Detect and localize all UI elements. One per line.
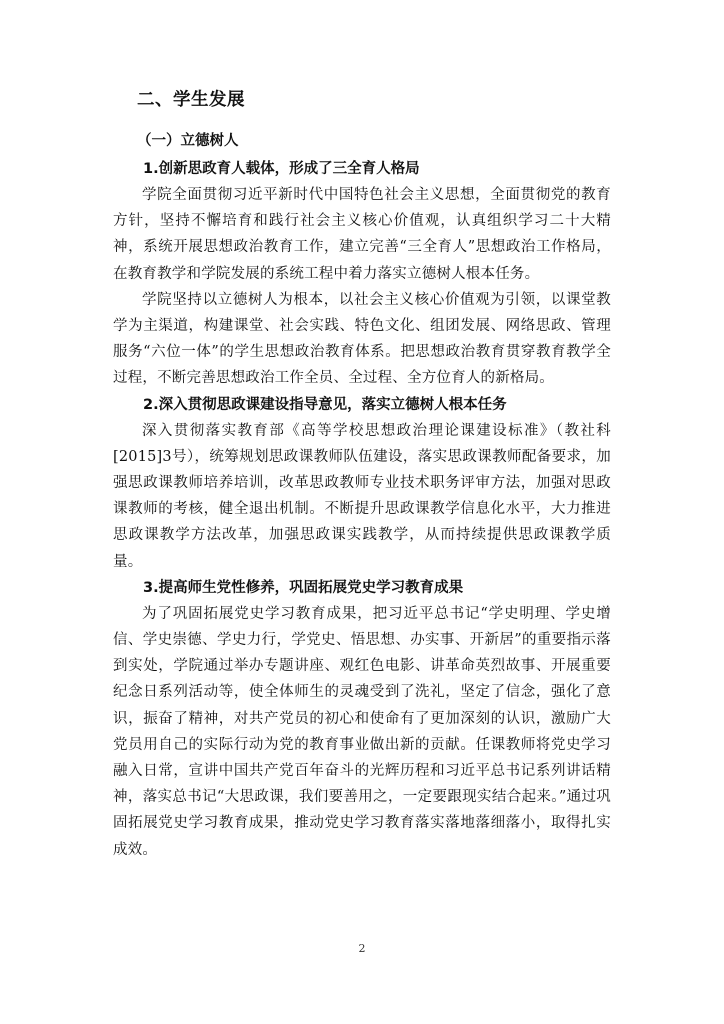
subsection-title: （一）立德树人 [137, 133, 239, 149]
item-2-paragraph-1: 深入贯彻落实教育部《高等学校思想政治理论课建设标准》（教社科[2015]3号），统筹规划思政课教师队伍建设，落实思政课教师配备要求，加强思政课教师培养培训，改革思政教师专业技术职务评审方法，加强对思政课教师的考核，健全退出机制。不断提升思政课教学信息化水平，大力推进思政课教学方法改革，加强思政课实践教学，从而持续提供思政课教学质量。 [113, 422, 611, 570]
item-3-paragraph-1: 为了巩固拓展党史学习教育成果，把习近平总书记“学史明理、学史增信、学史崇德、学史力行，学党史、悟思想、办实事、开新居”的重要指示落到实处，学院通过举办专题讲座、观红色电影、讲革命英烈故事、开展重要纪念日系列活动等，使全体师生的灵魂受到了洗礼，坚定了信念，强化了意识，振奋了精神，对共产党员的初心和使命有了更加深刻的认识，激励广大党员用自己的实际行动为党的教育事业做出新的贡献。任课教师将党史学习融入日常，宣讲中国共产党百年奋斗的光辉历程和习近平总书记系列讲话精神，落实总书记“大思政课，我们要善用之，一定要跟现实结合起来。”通过巩固拓展党史学习教育成果，推动党史学习教育落实落地落细落小，取得扎实成效。 [113, 605, 611, 858]
page-number: 2 [358, 942, 366, 955]
page-content [113, 86, 611, 863]
item-2-heading: 2.深入贯彻思政课建设指导意见，落实立德树人根本任务 [143, 396, 507, 413]
item-1-paragraph-2: 学院坚持以立德树人为根本，以社会主义核心价值观为引领，以课堂教学为主渠道，构建课堂、社会实践、特色文化、组团发展、网络思政、管理服务“六位一体”的学生思想政治教育体系。把思想政治教育贯穿教育教学全过程，不断完善思想政治工作全员、全过程、全方位育人的新格局。 [113, 291, 611, 387]
section-title: 二、学生发展 [137, 90, 245, 110]
item-3-heading: 3.提高师生党性修养，巩固拓展党史学习教育成果 [143, 579, 464, 596]
item-1-paragraph-1: 学院全面贯彻习近平新时代中国特色社会主义思想，全面贯彻党的教育方针，坚持不懈培育和践行社会主义核心价值观，认真组织学习二十大精神，系统开展思想政治教育工作，建立完善“三全育人”思想政治工作格局，在教育教学和学院发展的系统工程中着力落实立德树人根本任务。 [113, 187, 611, 282]
item-1-heading: 1.创新思政育人载体，形成了三全育人格局 [143, 161, 420, 177]
